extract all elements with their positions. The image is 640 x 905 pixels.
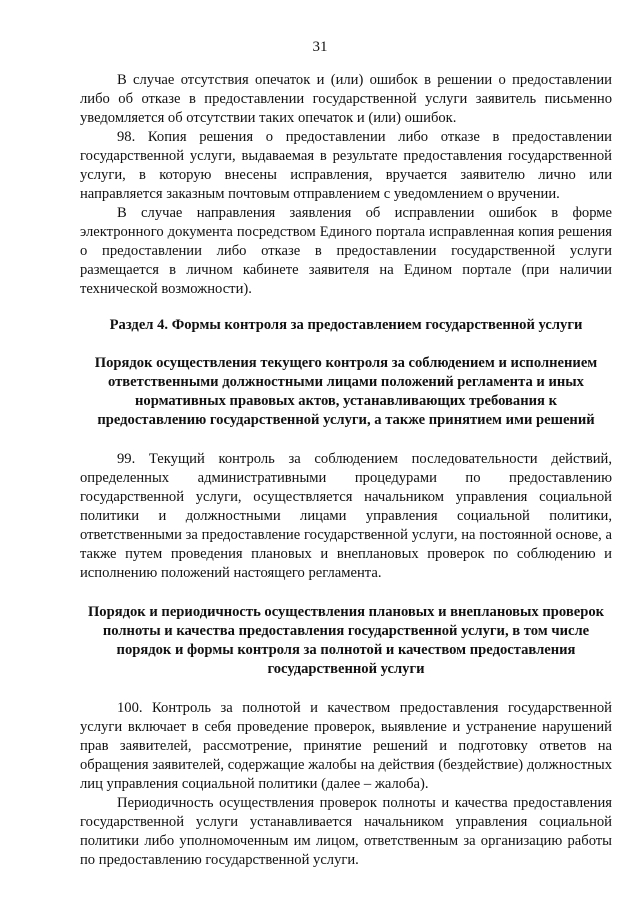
paragraph-periodicity: Периодичность осуществления проверок полноты и качества предоставления государственной услуги устанавливается начальником управления социальной политики либо уполномоченным им лицом, ответственным за организацию работы по предоставлению государственной услуги.	[80, 795, 612, 868]
document-body	[80, 71, 612, 870]
subsection-current-control-title: Порядок осуществления текущего контроля за соблюдением и исполнением ответственными должностными лицами положений регламента и иных нормативных правовых актов, устанавливающих требования к предоставлению государственной услуги, а также принятием ими решений	[94, 355, 598, 428]
paragraph-electronic-copy: В случае направления заявления об исправлении ошибок в форме электронного документа посредством Единого портала исправленная копия решения о предоставлении либо отказе в предоставлении государственной услуги размещается в личном кабинете заявителя на Едином портале (при наличии технической возможности).	[80, 205, 612, 297]
paragraph-98: 98. Копия решения о предоставлении либо отказе в предоставлении государственной услуги, выдаваемая в результате предоставления государственной услуги, в которую внесены исправления, вручается заявителю лично или направляется заказным почтовым отправлением с уведомлением о вручении.	[80, 129, 612, 202]
subsection-inspections-title: Порядок и периодичность осуществления плановых и внеплановых проверок полноты и качества предоставления государственной услуги, в том числе порядок и формы контроля за полнотой и качеством предоставления государственной услуги	[87, 604, 605, 677]
page-number: 31	[312, 39, 328, 55]
paragraph-100: 100. Контроль за полнотой и качеством предоставления государственной услуги включает в себя проведение проверок, выявление и устранение нарушений прав заявителей, рассмотрение, принятие решений и подготовку ответов на обращения заявителей, содержащие жалобы на действия (бездействие) должностных лиц управления социальной политики (далее – жалоба).	[80, 700, 612, 792]
section-4-title: Раздел 4. Формы контроля за предоставлением государственной услуги	[109, 317, 583, 333]
paragraph-no-errors: В случае отсутствия опечаток и (или) ошибок в решении о предоставлении либо об отказе в предоставлении государственной услуги заявитель письменно уведомляется об отсутствии таких опечаток и (или) ошибок.	[80, 72, 612, 126]
paragraph-99: 99. Текущий контроль за соблюдением последовательности действий, определенных административными процедурами по предоставлению государственной услуги, осуществляется начальником управления социальной политики и должностными лицами управления социальной политики, ответственными за предоставление государственной услуги, на постоянной основе, а также путем проведения плановых и внеплановых проверок по соблюдению и исполнению положений настоящего регламента.	[80, 451, 612, 581]
